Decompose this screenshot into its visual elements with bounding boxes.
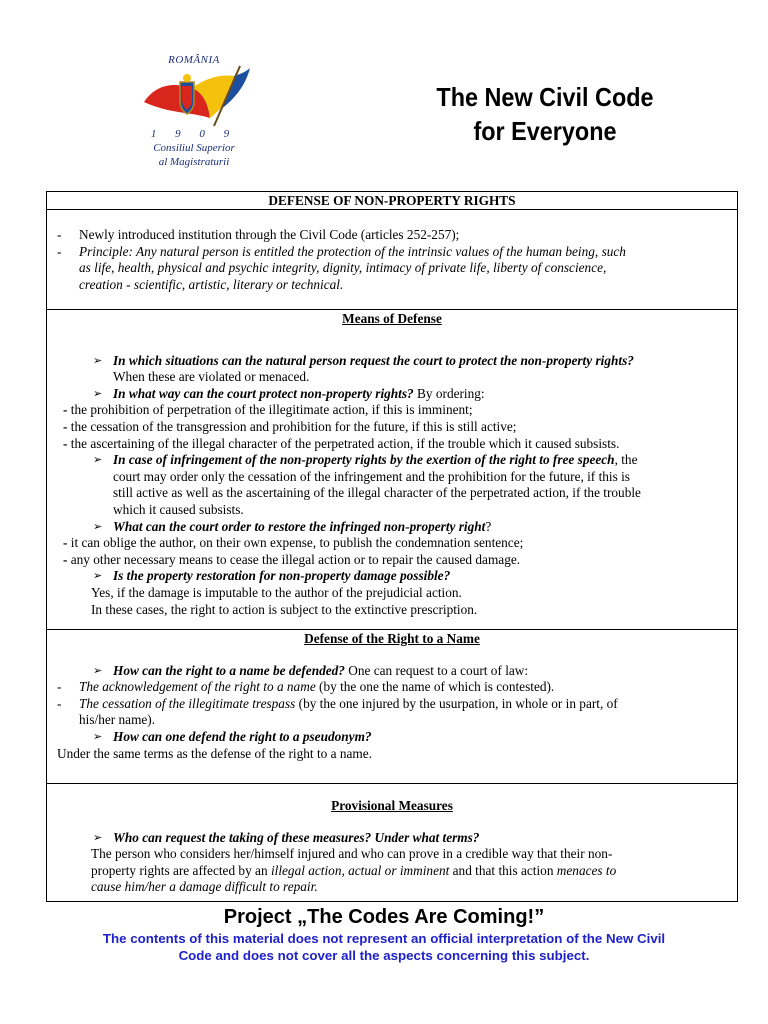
logo-year: 1 9 0 9 [150,128,238,140]
page-title [415,80,676,148]
name-answer-1: - The acknowledgement of the right to a name (by the one the name of which is contested). [57,679,555,695]
section-2-header: Means of Defense [342,311,442,326]
question-3: ➢ In case of infringement of the non-property rights by the exertion of the right to free speech, the court may order only the cessation of the infringement and the prohibition for the future, if this is still active as well as the ascertaining of the illegal character of the perpetrated action, if the trouble which it caused subsists. [93,452,641,517]
question-1: ➢ In which situations can the natural person request the court to protect the non-property rights? [93,352,634,368]
section-right-to-name [46,630,738,784]
section-means-of-defense [46,310,738,630]
section-4-header: Provisional Measures [331,798,453,813]
name-question-2: ➢ How can one defend the right to a pseudonym? [93,728,372,744]
arrow-bullet-icon: ➢ [93,663,103,677]
answer-1: When these are violated or menaced. [113,369,310,385]
arrow-bullet-icon: ➢ [93,569,103,583]
section-1-header: DEFENSE OF NON-PROPERTY RIGHTS [268,193,516,208]
disclaimer-note: The contents of this material does not represent an official interpretation of the New Civil Code and does not cover all the aspects concerning this subject. [102,931,666,963]
project-title: Project „The Codes Are Coming!” [223,906,545,928]
intro-item-1: - Newly introduced institution through the Civil Code (articles 252-257); [57,227,460,242]
arrow-bullet-icon: ➢ [93,729,103,743]
question-2: ➢ In what way can the court protect non-property rights? By ordering: [93,385,485,401]
title-line-2: for Everyone [473,116,617,146]
section-provisional-measures [46,784,738,902]
restore-item-2: - any other necessary means to cease the illegal action or to repair the caused damage. [63,551,521,567]
section-defense-header [46,191,738,210]
logo-caption: ROMÂNIA [168,54,220,66]
arrow-bullet-icon: ➢ [93,830,103,844]
question-4: ➢ What can the court order to restore the infringed non-property right? [93,518,492,534]
arrow-bullet-icon: ➢ [93,519,103,533]
csm-logo [136,50,252,172]
arrow-bullet-icon: ➢ [93,453,103,467]
answer-5-line-1: Yes, if the damage is imputable to the author of the prejudicial action. [91,584,462,600]
question-5: ➢ Is the property restoration for non-property damage possible? [93,568,451,584]
romanian-flag-crest-icon [136,62,252,128]
section-3-header: Defense of the Right to a Name [304,631,480,646]
measures-question: ➢ Who can request the taking of these measures? Under what terms? [93,829,480,845]
order-item-2: - the cessation of the transgression and prohibition for the future, if this is still active; [63,418,517,434]
arrow-bullet-icon: ➢ [93,386,103,400]
logo-line-1: Consiliul Superior [153,142,235,154]
order-item-3: - the ascertaining of the illegal character of the perpetrated action, if the trouble which it caused subsists. [63,435,620,451]
measures-answer: The person who considers her/himself injured and who can prove in a credible way that their non- property rights are affected by an illegal action, actual or imminent and that this action menaces to cause him/her a damage difficult to repair. [91,846,617,895]
restore-item-1: - it can oblige the author, on their own expense, to publish the condemnation sentence; [63,535,524,551]
logo-line-2: al Magistraturii [158,156,230,168]
name-answer-3: Under the same terms as the defense of the right to a name. [57,745,372,761]
name-question-1: ➢ How can the right to a name be defended? One can request to a court of law: [93,662,529,678]
section-defense-body [46,210,738,310]
name-answer-2: - The cessation of the illegitimate trespass (by the one injured by the usurpation, in whole or in part, of his/her name). [57,695,618,728]
arrow-bullet-icon: ➢ [93,353,103,367]
title-line-1: The New Civil Code [436,82,654,112]
order-item-1: - the prohibition of perpetration of the illegitimate action, if this is imminent; [63,402,473,418]
answer-5-line-2: In these cases, the right to action is subject to the extinctive prescription. [91,601,478,617]
intro-item-2: - Principle: Any natural person is entitled the protection of the intrinsic values of the human being, such as life, health, physical and psychic integrity, dignity, intimacy of private life, liberty of conscience, creation - scientific, artistic, literary or technical. [57,243,626,292]
